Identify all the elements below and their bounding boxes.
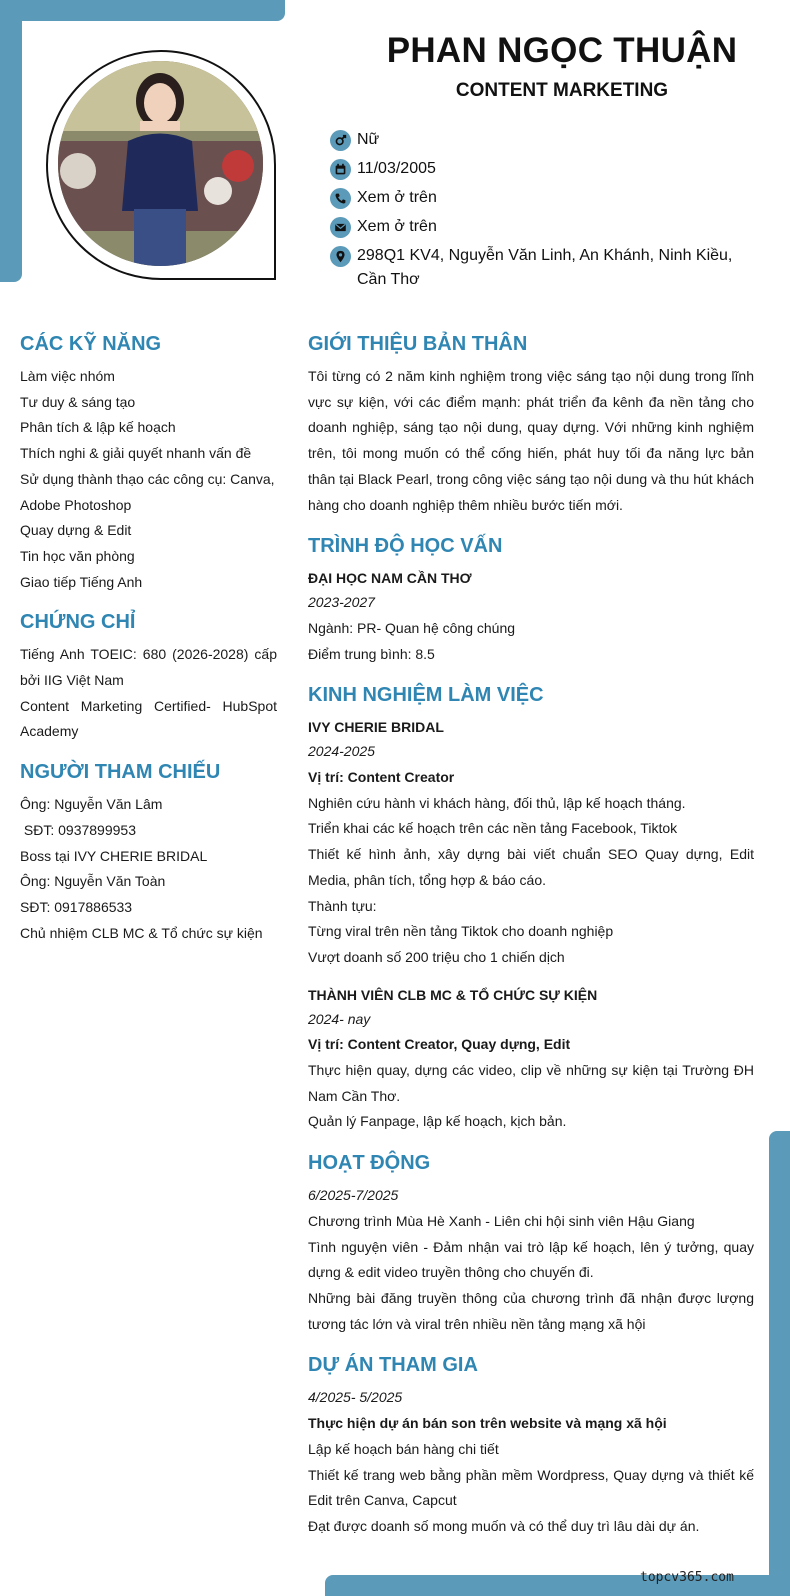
project-line: Lập kế hoạch bán hàng chi tiết xyxy=(308,1440,499,1457)
job-line: Triển khai các kế hoạch trên các nền tảng Facebook, Tiktok xyxy=(308,820,678,837)
job-period: 2024- nay xyxy=(308,1010,371,1027)
education-gpa: Điểm trung bình: 8.5 xyxy=(308,645,435,662)
project-name: Thực hiện dự án bán son trên website và mạng xã hội xyxy=(308,1415,667,1432)
certificate-item: Tiếng Anh TOEIC: 680 (2026-2028) cấp bởi IIG Việt Nam xyxy=(20,646,277,689)
job-company: IVY CHERIE BRIDAL xyxy=(308,719,444,736)
activity-period: 6/2025-7/2025 xyxy=(308,1187,399,1204)
education-title: TRÌNH ĐỘ HỌC VẤN xyxy=(308,535,503,558)
skill-item: Tư duy & sáng tạo xyxy=(20,393,136,410)
decor-bar-left xyxy=(0,0,22,282)
job-position: Vị trí: Content Creator, Quay dựng, Edit xyxy=(308,1036,571,1053)
skill-item: Sử dụng thành thạo các công cụ: Canva, Adobe Photoshop xyxy=(20,470,275,513)
about-text: Tôi từng có 2 năm kinh nghiệm trong việc sáng tạo nội dung trong lĩnh vực sự kiện, với các điểm mạnh: phát triển đa kênh đa nền tảng cho doanh nghiệp, sáng tạo nội dung, quay dựng. Với những kinh nghiệm trên, tôi mong muốn có thể cống hiến, phát huy tối đa năng lực bản thân tại Black Pearl, trong công việc sáng tạo nội dung và thu hút khách hàng cho doanh nghiệp thêm nhiều bước tiến mới. xyxy=(308,368,754,513)
job-line: Quản lý Fanpage, lập kế hoạch, kịch bản. xyxy=(308,1113,567,1130)
activity-line: Những bài đăng truyền thông của chương trình đã nhận được lượng tương tác lớn và viral trên nhiều nền tảng mạng xã hội xyxy=(308,1289,754,1332)
email-icon xyxy=(330,217,351,238)
about-section xyxy=(308,330,754,518)
job-line: Từng viral trên nền tảng Tiktok cho doanh nghiệp xyxy=(308,923,614,940)
job-position: Vị trí: Content Creator xyxy=(308,769,455,786)
gender-icon xyxy=(330,130,351,151)
contact-email xyxy=(330,215,760,239)
job-line: Thiết kế hình ảnh, xây dựng bài viết chuẩn SEO Quay dựng, Edit Media, phân tích, tổng hợp & báo cáo. xyxy=(308,846,754,888)
contact-address xyxy=(330,244,760,292)
job-line: Thực hiện quay, dựng các video, clip về những sự kiện tại Trường ĐH Nam Cần Thơ. xyxy=(308,1062,754,1104)
reference-line: Ông: Nguyễn Văn Lâm xyxy=(20,796,163,813)
job-company: THÀNH VIÊN CLB MC & TỔ CHỨC SỰ KIỆN xyxy=(308,986,598,1003)
skill-item: Thích nghi & giải quyết nhanh vấn đề xyxy=(20,445,252,462)
certificates-title: CHỨNG CHỈ xyxy=(20,611,136,634)
project-line: Thiết kế trang web bằng phần mềm Wordpress, Quay dựng và thiết kế Edit trên Canva, Capcut xyxy=(308,1466,754,1509)
skills-title: CÁC KỸ NĂNG xyxy=(20,333,162,355)
reference-line: SĐT: 0937899953 xyxy=(20,821,136,838)
job-line: Thành tựu: xyxy=(308,897,377,914)
project-period: 4/2025- 5/2025 xyxy=(308,1389,403,1406)
profile-photo xyxy=(58,61,263,266)
skill-item: Làm việc nhóm xyxy=(20,368,115,384)
skills-section xyxy=(20,330,277,595)
contact-birthday xyxy=(330,157,760,181)
certificates-section xyxy=(20,608,277,745)
activities-title: HOẠT ĐỘNG xyxy=(308,1152,431,1175)
contact-gender xyxy=(330,128,760,152)
education-major: Ngành: PR- Quan hệ công chúng xyxy=(308,619,516,636)
skill-item: Tin học văn phòng xyxy=(20,547,135,564)
about-title: GIỚI THIỆU BẢN THÂN xyxy=(308,333,528,355)
references-section xyxy=(20,758,277,946)
activity-line: Chương trình Mùa Hè Xanh - Liên chi hội sinh viên Hậu Giang xyxy=(308,1212,695,1229)
contact-phone-text: Xem ở trên xyxy=(357,189,437,206)
experience-section xyxy=(308,681,754,1135)
reference-line: SĐT: 0917886533 xyxy=(20,898,133,915)
right-column xyxy=(308,330,754,1540)
contact-info xyxy=(330,128,760,297)
education-school: ĐẠI HỌC NAM CẦN THƠ xyxy=(308,570,472,587)
candidate-name: PHAN NGỌC THUẬN xyxy=(386,31,738,70)
skill-item: Giao tiếp Tiếng Anh xyxy=(20,573,143,590)
candidate-role: CONTENT MARKETING xyxy=(455,80,669,101)
watermark: topcv365.com xyxy=(640,1570,734,1585)
job-entry xyxy=(308,715,754,970)
project-line: Đạt được doanh số mong muốn và có thể duy trì lâu dài dự án. xyxy=(308,1517,700,1534)
projects-title: DỰ ÁN THAM GIA xyxy=(308,1354,478,1377)
phone-icon xyxy=(330,188,351,209)
job-period: 2024-2025 xyxy=(308,743,375,760)
references-title: NGƯỜI THAM CHIẾU xyxy=(20,761,221,784)
experience-title: KINH NGHIỆM LÀM VIỆC xyxy=(308,684,544,707)
contact-phone xyxy=(330,186,760,210)
reference-line: Ông: Nguyễn Văn Toàn xyxy=(20,873,166,890)
activities-section xyxy=(308,1149,754,1337)
skill-item: Quay dựng & Edit xyxy=(20,522,132,539)
contact-gender-text: Nữ xyxy=(357,131,380,148)
certificate-item: Content Marketing Certified- HubSpot Academy xyxy=(20,697,277,740)
job-entry xyxy=(308,983,754,1136)
contact-address-text: 298Q1 KV4, Nguyễn Văn Linh, An Khánh, Ninh Kiều, Cần Thơ xyxy=(357,247,733,288)
activity-line: Tình nguyện viên - Đảm nhận vai trò lập kế hoạch, lên ý tưởng, quay dựng & edit video truyền thông cho chuyến đi. xyxy=(308,1238,754,1281)
reference-line: Boss tại IVY CHERIE BRIDAL xyxy=(20,847,208,864)
job-line: Nghiên cứu hành vi khách hàng, đối thủ, lập kế hoạch tháng. xyxy=(308,794,686,811)
education-period: 2023-2027 xyxy=(308,594,375,611)
left-column xyxy=(20,330,277,946)
contact-birthday-text: 11/03/2005 xyxy=(357,160,436,177)
decor-bar-right xyxy=(769,1131,790,1596)
projects-section xyxy=(308,1351,754,1539)
education-section xyxy=(308,532,754,667)
reference-line: Chủ nhiệm CLB MC & Tổ chức sự kiện xyxy=(20,924,263,941)
job-line: Vượt doanh số 200 triệu cho 1 chiến dịch xyxy=(308,948,565,965)
contact-email-text: Xem ở trên xyxy=(357,218,437,235)
skill-item: Phân tích & lập kế hoạch xyxy=(20,419,176,436)
location-icon xyxy=(330,246,351,267)
decor-bar-top xyxy=(0,0,285,21)
calendar-icon xyxy=(330,159,351,180)
